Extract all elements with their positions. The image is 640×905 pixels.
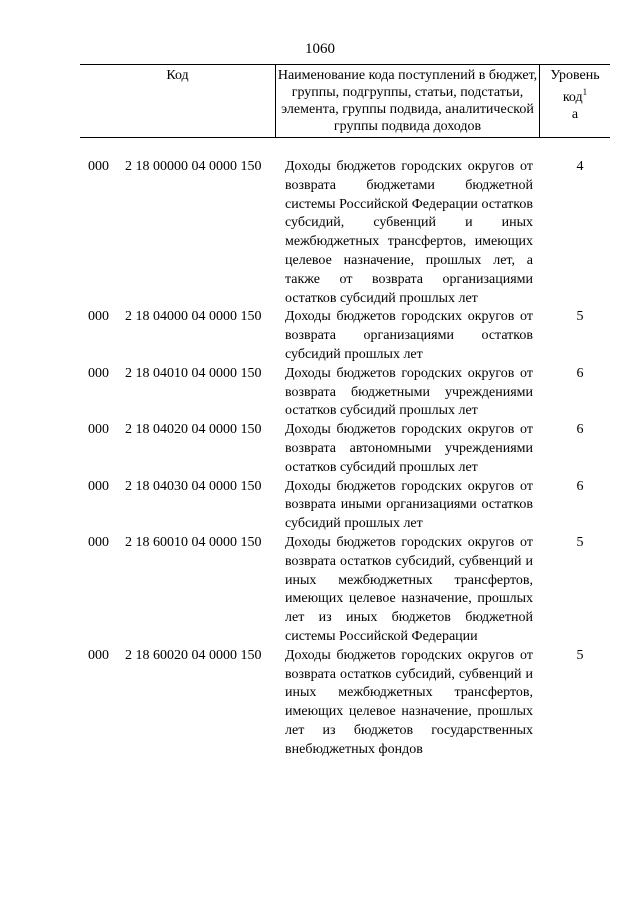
row-prefix: 000 xyxy=(88,159,109,174)
row-level: 6 xyxy=(576,478,584,494)
row-code: 2 18 04010 04 0000 150 xyxy=(125,365,262,381)
header-name: Наименование кода поступлений в бюджет, группы, подгруппы, статьи, подстатьи, элемента, группы подвида, аналитической группы подвида доходов xyxy=(275,65,540,137)
row-name: Доходы бюджетов городских округов от возврата остатков субсидий, субвенций и иных межбюджетных трансфертов, имеющих целевое назначение, прошлых лет из бюджетов государственных внебюджетных фондов xyxy=(285,647,533,757)
table-header xyxy=(80,64,610,138)
row-level: 4 xyxy=(576,159,584,174)
row-name: Доходы бюджетов городских округов от возврата бюджетами бюджетной системы Российской Федерации остатков субсидий, субвенций и иных межбюджетных трансфертов, имеющих целевое назначение, прошлых лет, а также от возврата организациями остатков субсидий прошлых лет xyxy=(285,159,533,306)
row-code: 2 18 04030 04 0000 150 xyxy=(125,478,262,494)
header-level-text: Уровень код xyxy=(550,68,600,105)
row-prefix: 000 xyxy=(88,647,109,663)
row-prefix: 000 xyxy=(88,422,109,438)
row-level: 6 xyxy=(576,365,584,381)
row-prefix: 000 xyxy=(88,365,109,381)
row-name: Доходы бюджетов городских округов от возврата бюджетными учреждениями остатков субсидий прошлых лет xyxy=(285,365,533,419)
table-row xyxy=(80,478,610,534)
row-level: 5 xyxy=(576,534,584,550)
header-level-footnote: 1 xyxy=(582,87,588,97)
header-code: Код xyxy=(166,68,189,83)
row-prefix: 000 xyxy=(88,478,109,494)
table-row xyxy=(80,365,610,421)
row-level: 6 xyxy=(576,422,584,438)
table-row xyxy=(80,534,610,647)
row-name: Доходы бюджетов городских округов от возврата организациями остатков субсидий прошлых лет xyxy=(285,309,533,362)
row-code: 2 18 00000 04 0000 150 xyxy=(125,159,262,174)
header-level-tail: а xyxy=(571,107,579,122)
row-level: 5 xyxy=(576,647,584,663)
row-name: Доходы бюджетов городских округов от возврата остатков субсидий, субвенций и иных межбюджетных трансфертов, имеющих целевое назначение, прошлых лет из иных бюджетов бюджетной системы Российской Федерации xyxy=(285,534,533,644)
row-code: 2 18 04000 04 0000 150 xyxy=(125,309,262,325)
row-code: 2 18 04020 04 0000 150 xyxy=(125,422,262,438)
table-row xyxy=(80,158,610,308)
row-code: 2 18 60010 04 0000 150 xyxy=(125,534,262,550)
header-level xyxy=(540,65,610,137)
page-number: 1060 xyxy=(305,41,335,57)
row-level: 5 xyxy=(576,309,584,325)
row-prefix: 000 xyxy=(88,534,109,550)
row-name: Доходы бюджетов городских округов от возврата автономными учреждениями остатков субсидий прошлых лет xyxy=(285,422,533,475)
table-row xyxy=(80,421,610,477)
row-code: 2 18 60020 04 0000 150 xyxy=(125,647,262,663)
table-row xyxy=(80,308,610,364)
row-prefix: 000 xyxy=(88,309,109,325)
row-name: Доходы бюджетов городских округов от возврата иными организациями остатков субсидий прошлых лет xyxy=(285,478,533,532)
table-row xyxy=(80,647,610,760)
table-body xyxy=(80,158,610,760)
